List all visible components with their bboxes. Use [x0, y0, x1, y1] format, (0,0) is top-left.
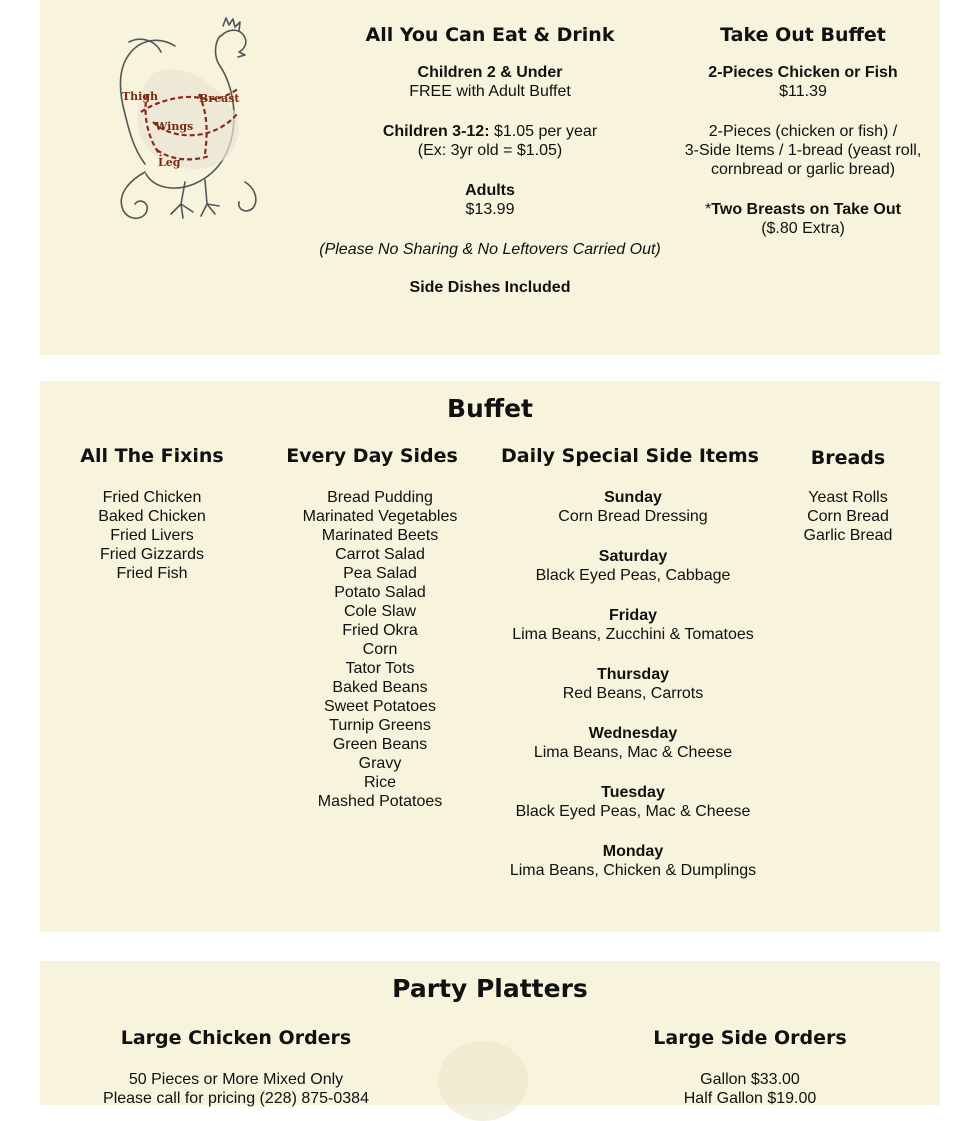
list-item: Carrot Salad — [335, 546, 425, 563]
list-item: Tator Tots — [345, 660, 415, 677]
day-item — [496, 842, 770, 880]
large-side-line-1: Gallon $33.00 — [700, 1071, 800, 1088]
list-item: Corn — [362, 641, 398, 658]
chicken-watermark-icon — [438, 1041, 528, 1121]
day-sides: Lima Beans, Chicken & Dumplings — [509, 862, 757, 879]
list-item: Mashed Potatoes — [317, 793, 443, 810]
day-item — [496, 606, 770, 644]
list-item: Marinated Beets — [321, 527, 439, 544]
list-item: Sweet Potatoes — [323, 698, 437, 715]
pricing-panel — [40, 0, 940, 355]
list-item: Bread Pudding — [327, 489, 433, 506]
day-sides: Lima Beans, Zucchini & Tomatoes — [512, 626, 754, 643]
day-sides: Corn Bread Dressing — [558, 508, 708, 525]
list-item: Green Beans — [332, 736, 428, 753]
all-you-can-eat-section — [270, 24, 710, 297]
party-platters-title: Party Platters — [392, 974, 588, 1003]
day-item — [496, 783, 770, 821]
chicken-diagram-icon — [95, 12, 265, 242]
large-chicken-title: Large Chicken Orders — [120, 1027, 352, 1049]
list-item: Fried Chicken — [102, 489, 202, 506]
large-side-line-2: Half Gallon $19.00 — [683, 1090, 817, 1107]
list-item: Pea Salad — [343, 565, 417, 582]
children-example: (Ex: 3yr old = $1.05) — [417, 142, 563, 159]
side-dishes-included: Side Dishes Included — [409, 279, 571, 296]
list-item: Rice — [363, 774, 396, 791]
no-sharing-note: (Please No Sharing & No Leftovers Carried Out) — [319, 241, 661, 258]
day-item — [496, 724, 770, 762]
take-out-section — [658, 24, 948, 238]
day-name: Wednesday — [588, 725, 678, 742]
children-3-12-label: Children 3-12: — [382, 123, 490, 140]
day-sides: Red Beans, Carrots — [562, 685, 704, 702]
day-name: Saturday — [598, 548, 668, 565]
list-item: Corn Bread — [807, 508, 889, 525]
take-out-title: Take Out Buffet — [720, 24, 886, 46]
adults-label: Adults — [465, 182, 515, 199]
take-out-item-price: $11.39 — [779, 83, 827, 100]
take-out-item-label: 2-Pieces Chicken or Fish — [708, 64, 898, 81]
children-3-12-row — [270, 122, 710, 141]
all-you-can-eat-title: All You Can Eat & Drink — [365, 24, 615, 46]
list-item: Fried Fish — [116, 565, 188, 582]
list-item: Garlic Bread — [803, 527, 893, 544]
large-chicken-orders — [76, 1027, 396, 1108]
list-item: Fried Gizzards — [99, 546, 205, 563]
buffet-title: Buffet — [446, 394, 533, 423]
every-day-list — [288, 488, 472, 811]
day-item — [496, 547, 770, 585]
list-item: Gravy — [358, 755, 402, 772]
large-chicken-line-1: 50 Pieces or More Mixed Only — [128, 1071, 344, 1088]
chicken-label-wings: Wings — [155, 120, 194, 133]
breads-column — [778, 447, 918, 545]
list-item: Turnip Greens — [329, 717, 431, 734]
party-platters-panel — [40, 961, 940, 1105]
chicken-label-breast: Breast — [199, 92, 240, 105]
fixins-list — [62, 488, 242, 583]
day-name: Thursday — [596, 666, 669, 683]
large-side-orders — [620, 1027, 880, 1108]
breads-title: Breads — [810, 447, 886, 469]
list-item: Cole Slaw — [343, 603, 417, 620]
day-item — [496, 488, 770, 526]
list-item: Yeast Rolls — [808, 489, 888, 506]
large-side-title: Large Side Orders — [653, 1027, 847, 1049]
day-name: Tuesday — [601, 784, 665, 801]
day-sides: Lima Beans, Mac & Cheese — [533, 744, 733, 761]
day-sides: Black Eyed Peas, Cabbage — [535, 567, 731, 584]
every-day-title: Every Day Sides — [286, 445, 458, 467]
list-item: Baked Beans — [332, 679, 428, 696]
take-out-desc-1: 2-Pieces (chicken or fish) / — [708, 123, 898, 140]
list-item: Marinated Vegetables — [302, 508, 458, 525]
breads-list — [778, 488, 918, 545]
list-item: Fried Livers — [110, 527, 194, 544]
buffet-panel — [40, 381, 940, 932]
adults-price: $13.99 — [465, 201, 515, 218]
two-breasts-label: Two Breasts on Take Out — [711, 201, 901, 218]
children-3-12-value: $1.05 per year — [489, 123, 598, 140]
list-item: Potato Salad — [334, 584, 426, 601]
large-chicken-line-2: Please call for pricing (228) 875-0384 — [103, 1090, 369, 1107]
day-name: Friday — [608, 607, 657, 624]
fixins-column — [62, 445, 242, 583]
two-breasts-extra: ($.80 Extra) — [761, 220, 845, 237]
day-item — [496, 665, 770, 703]
fixins-title: All The Fixins — [80, 445, 224, 467]
every-day-column — [272, 445, 472, 811]
take-out-desc-2: 3-Side Items / 1-bread (yeast roll, — [684, 142, 922, 159]
asterisk: * — [705, 201, 712, 218]
two-breasts-row — [658, 200, 948, 219]
day-name: Monday — [602, 843, 664, 860]
daily-special-title: Daily Special Side Items — [501, 445, 759, 467]
day-name: Sunday — [604, 489, 662, 506]
take-out-desc-3: cornbread or garlic bread) — [710, 161, 896, 178]
children-under-value: FREE with Adult Buffet — [409, 83, 571, 100]
daily-special-list — [496, 488, 770, 880]
list-item: Fried Okra — [342, 622, 418, 639]
list-item: Baked Chicken — [98, 508, 206, 525]
children-under-label: Children 2 & Under — [417, 64, 563, 81]
chicken-label-leg: Leg — [158, 156, 181, 169]
daily-special-column — [490, 445, 770, 901]
chicken-label-thigh: Thigh — [122, 90, 159, 103]
day-sides: Black Eyed Peas, Mac & Cheese — [515, 803, 751, 820]
